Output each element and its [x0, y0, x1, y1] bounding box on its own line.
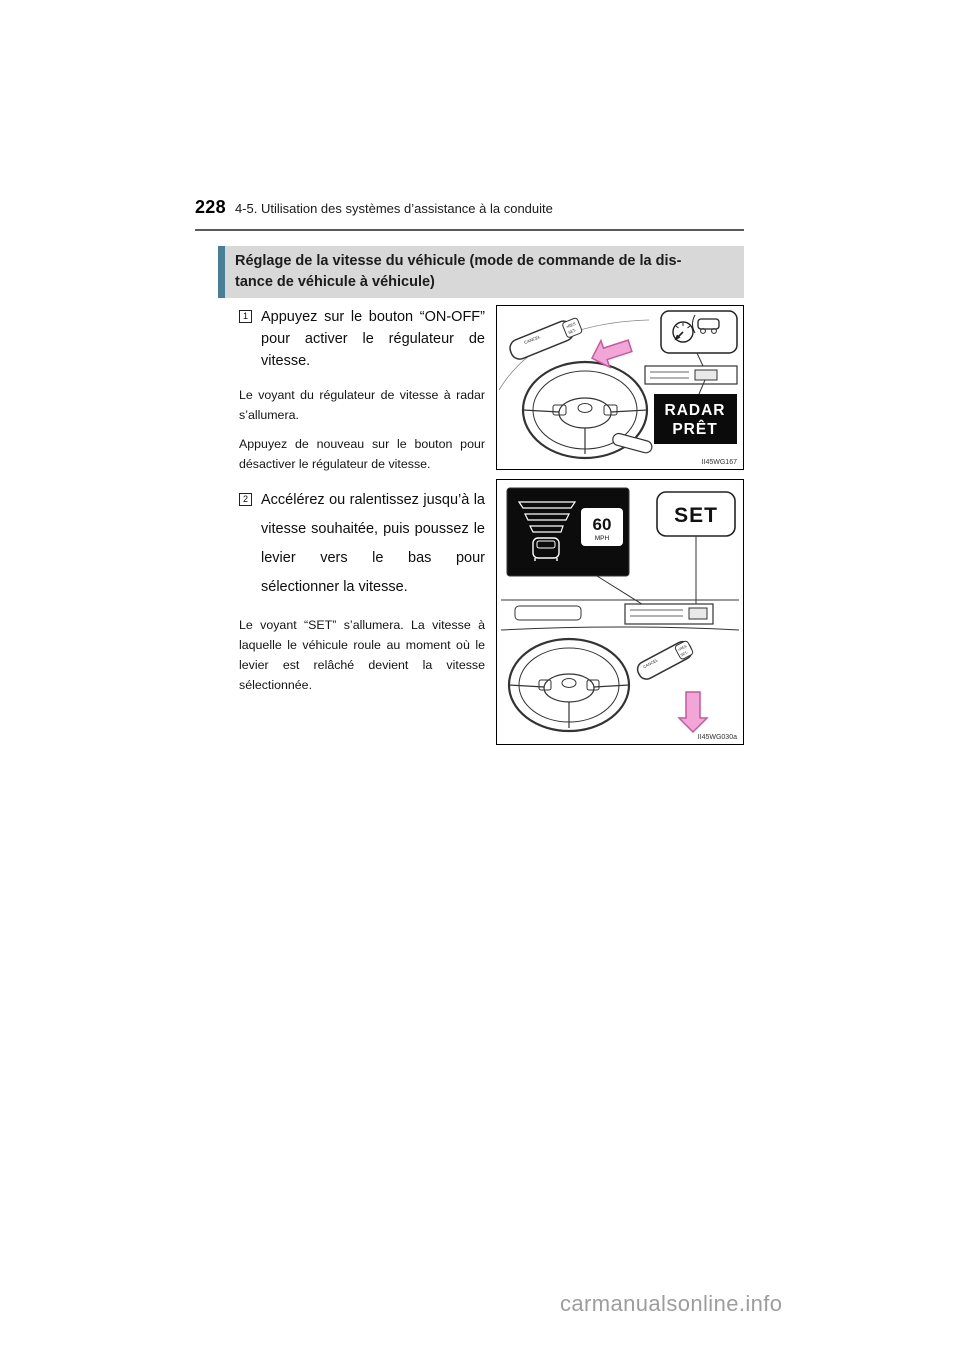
dashboard-icon [501, 600, 739, 630]
stalk-res-label: +RES [677, 644, 688, 653]
radar-ready-indicator [654, 394, 737, 444]
set-indicator-box [657, 492, 735, 536]
display-leader-line [597, 576, 645, 606]
chapter-header: 4-5. Utilisation des systèmes d’assistance à la conduite [234, 201, 553, 216]
step-2-number: 2 [239, 493, 252, 506]
stalk-cancel-label: CANCEL [523, 334, 542, 346]
stalk-res-label: +RES [565, 321, 577, 330]
watermark: carmanualsonline.info [560, 1291, 783, 1316]
control-stalk-icon [635, 639, 695, 682]
step-1-note-2: Appuyez de nouveau sur le bouton pour désactiver le régulateur de vitesse. [239, 437, 485, 471]
stalk-cancel-label: CANCEL [642, 657, 659, 670]
step-2-note-1: Le voyant “SET” s’allumera. La vitesse à laquelle le véhicule roule au moment où le levier est relâché devient la vitesse sélectionnée. [239, 618, 485, 692]
step-1-instruction [239, 306, 485, 372]
multi-information-display [507, 488, 629, 576]
figure-code: II45WG167 [701, 459, 737, 466]
set-indicator-label: SET [674, 504, 718, 527]
section-heading [218, 246, 744, 298]
speed-value: 60 [592, 515, 612, 534]
page-header [195, 197, 553, 218]
step-1-number: 1 [239, 310, 252, 323]
figure-code: II45WG030a [697, 734, 737, 741]
speed-unit: MPH [594, 535, 610, 542]
page-number: 228 [195, 197, 226, 217]
step-2-instruction [239, 486, 485, 602]
section-title-line2: tance de véhicule à véhicule) [235, 274, 435, 290]
step-1-instruction-text: Appuyez sur le bouton “ON-OFF” pour activer le régulateur de vitesse. [261, 309, 485, 369]
step-1-note-1: Le voyant du régulateur de vitesse à radar s’allumera. [239, 388, 485, 422]
radar-ready-line2: PRÊT [672, 421, 718, 438]
figure-set-speed [496, 479, 744, 745]
step-2-instruction-text: Accélérez ou ralentissez jusqu’à la vitesse souhaitée, puis poussez le levier vers le bas pour sélectionner la vitesse. [261, 492, 485, 595]
steering-wheel-icon [509, 639, 629, 731]
cruise-switch-callout-box [661, 311, 737, 353]
section-title-line1: Réglage de la vitesse du véhicule (mode de commande de la dis- [235, 253, 682, 269]
step-1 [239, 306, 485, 483]
step-2 [239, 486, 485, 704]
instrument-panel-icon [645, 366, 737, 384]
pink-arrow-icon [679, 692, 707, 732]
figure-radar-ready-illustration [497, 306, 743, 469]
figure-radar-ready [496, 305, 744, 470]
stalk-set-label: SET- [679, 650, 689, 658]
callout-leader-line [697, 353, 703, 366]
radar-ready-line1: RADAR [664, 402, 726, 419]
control-stalk-icon [507, 315, 583, 361]
stalk-set-label: SET- [567, 328, 578, 335]
header-divider [195, 229, 744, 231]
figure-set-speed-illustration [497, 480, 743, 744]
